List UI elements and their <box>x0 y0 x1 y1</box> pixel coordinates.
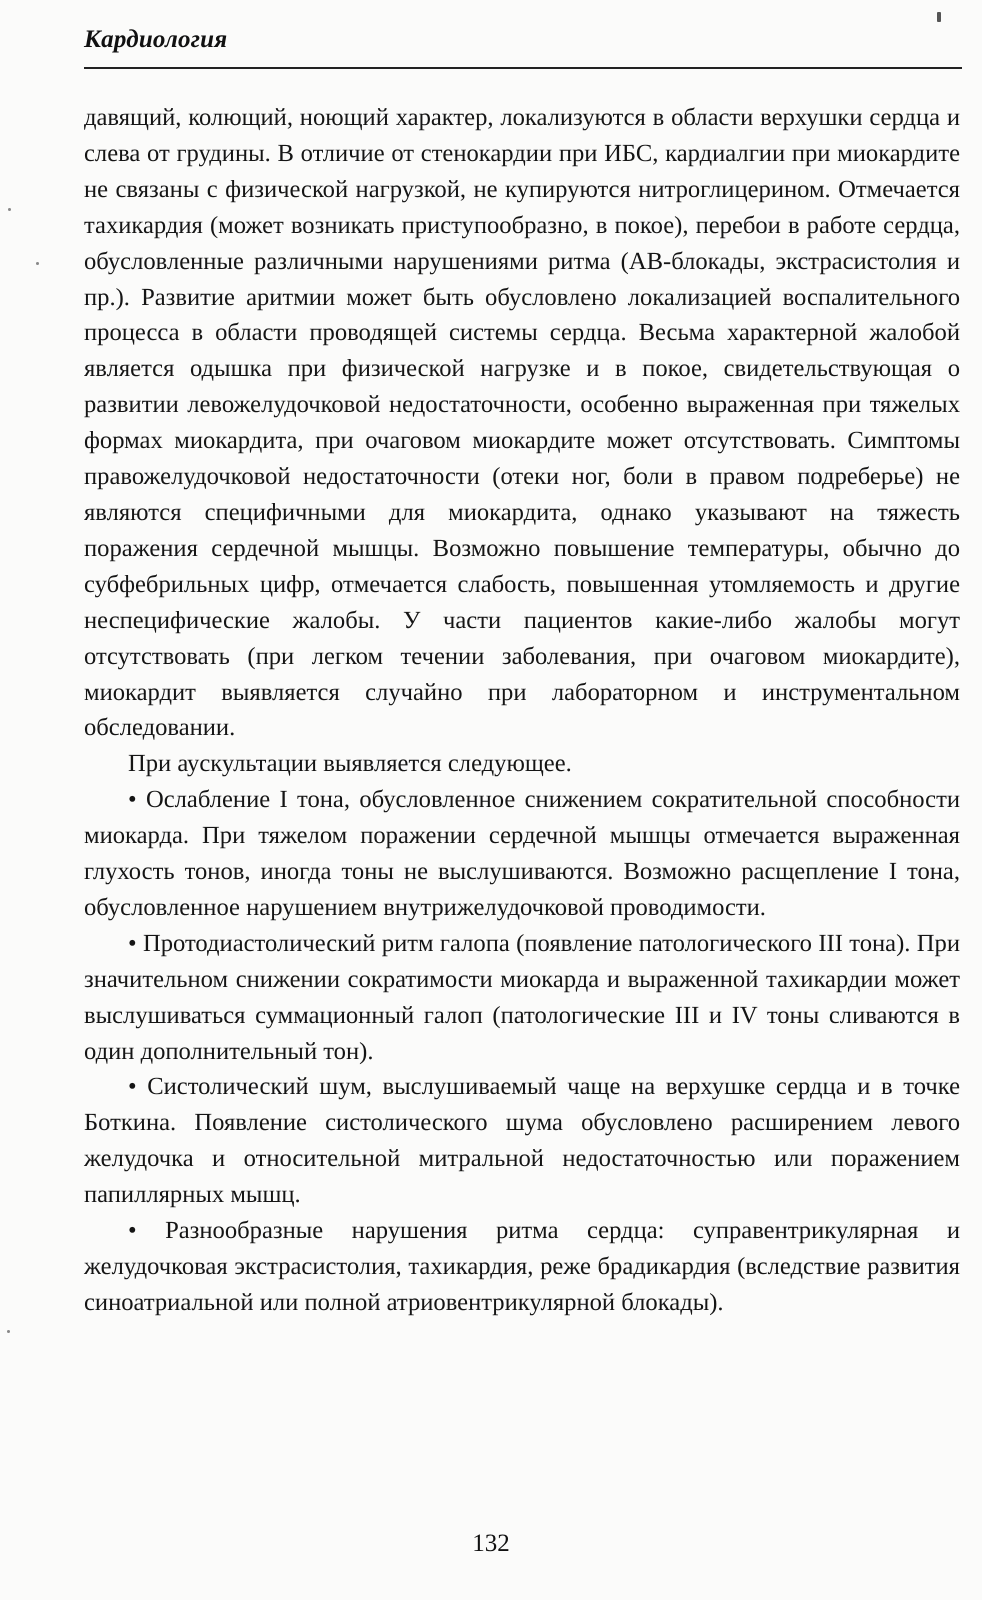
scan-speck <box>7 1330 10 1333</box>
scan-speck <box>937 12 941 22</box>
bullet-arrhythmias: • Разнообразные нарушения ритма сердца: суправентрикулярная и желудочковая экстрасистолия, тахикардия, реже брадикардия (вследствие развития синоатриальной или полной атриовентрикулярной блокады). <box>84 1217 960 1316</box>
body-text <box>84 100 960 1321</box>
paragraph-continuation: давящий, колющий, ноющий характер, локализуются в области верхушки сердца и слева от грудины. В отличие от стенокардии при ИБС, кардиалгии при миокардите не связаны с физической нагрузкой, не купируются нитроглицерином. Отмечается тахикардия (может возникать приступообразно, в покое), перебои в работе сердца, обусловленные различными нарушениями ритма (АВ-блокады, экстрасистолия и пр.). Развитие аритмии может быть обусловлено локализацией воспалительного процесса в области проводящей системы сердца. Весьма характерной жалобой является одышка при физической нагрузке и в покое, свидетельствующая о развитии левожелудочковой недостаточности, особенно выраженная при тяжелых формах миокардита, при очаговом миокардите может отсутствовать. Симптомы правожелудочковой недостаточности (отеки ног, боли в правом подреберье) не являются специфичными для миокардита, однако указывают на тяжесть поражения сердечной мышцы. Возможно повышение температуры, обычно до субфебрильных цифр, отмечается слабость, повышенная утомляемость и другие неспецифические жалобы. У части пациентов какие-либо жалобы могут отсутствовать (при легком течении заболевания, при очаговом миокардите), миокардит выявляется случайно при лабораторном и инструментальном обследовании. <box>84 104 960 742</box>
scan-speck <box>8 208 11 211</box>
bullet-systolic-murmur: • Систолический шум, выслушиваемый чаще на верхушке сердца и в точке Боткина. Появление систолического шума обусловлено расширением левого желудочка и относительной митральной недостаточностью или поражением папиллярных мышц. <box>84 1073 960 1209</box>
bullet-gallop-rhythm: • Протодиастолический ритм галопа (появление патологического III тона). При значительном снижении сократимости миокарда и выраженной тахикардии может выслушиваться суммационный галоп (патологические III и IV тоны сливаются в один дополнительный тон). <box>84 929 960 1065</box>
bullet-first-tone: • Ослабление I тона, обусловленное снижением сократительной способности миокарда. При тяжелом поражении сердечной мышцы отмечается выраженная глухость тонов, иногда тоны не выслушиваются. Возможно расщепление I тона, обусловленное нарушением внутрижелудочковой проводимости. <box>84 786 960 921</box>
running-header: Кардиология <box>84 26 228 53</box>
page-number: 132 <box>472 1530 510 1557</box>
paragraph-auscultation-intro: При аускультации выявляется следующее. <box>128 750 572 778</box>
header-rule <box>84 67 962 69</box>
scan-speck <box>36 262 39 265</box>
